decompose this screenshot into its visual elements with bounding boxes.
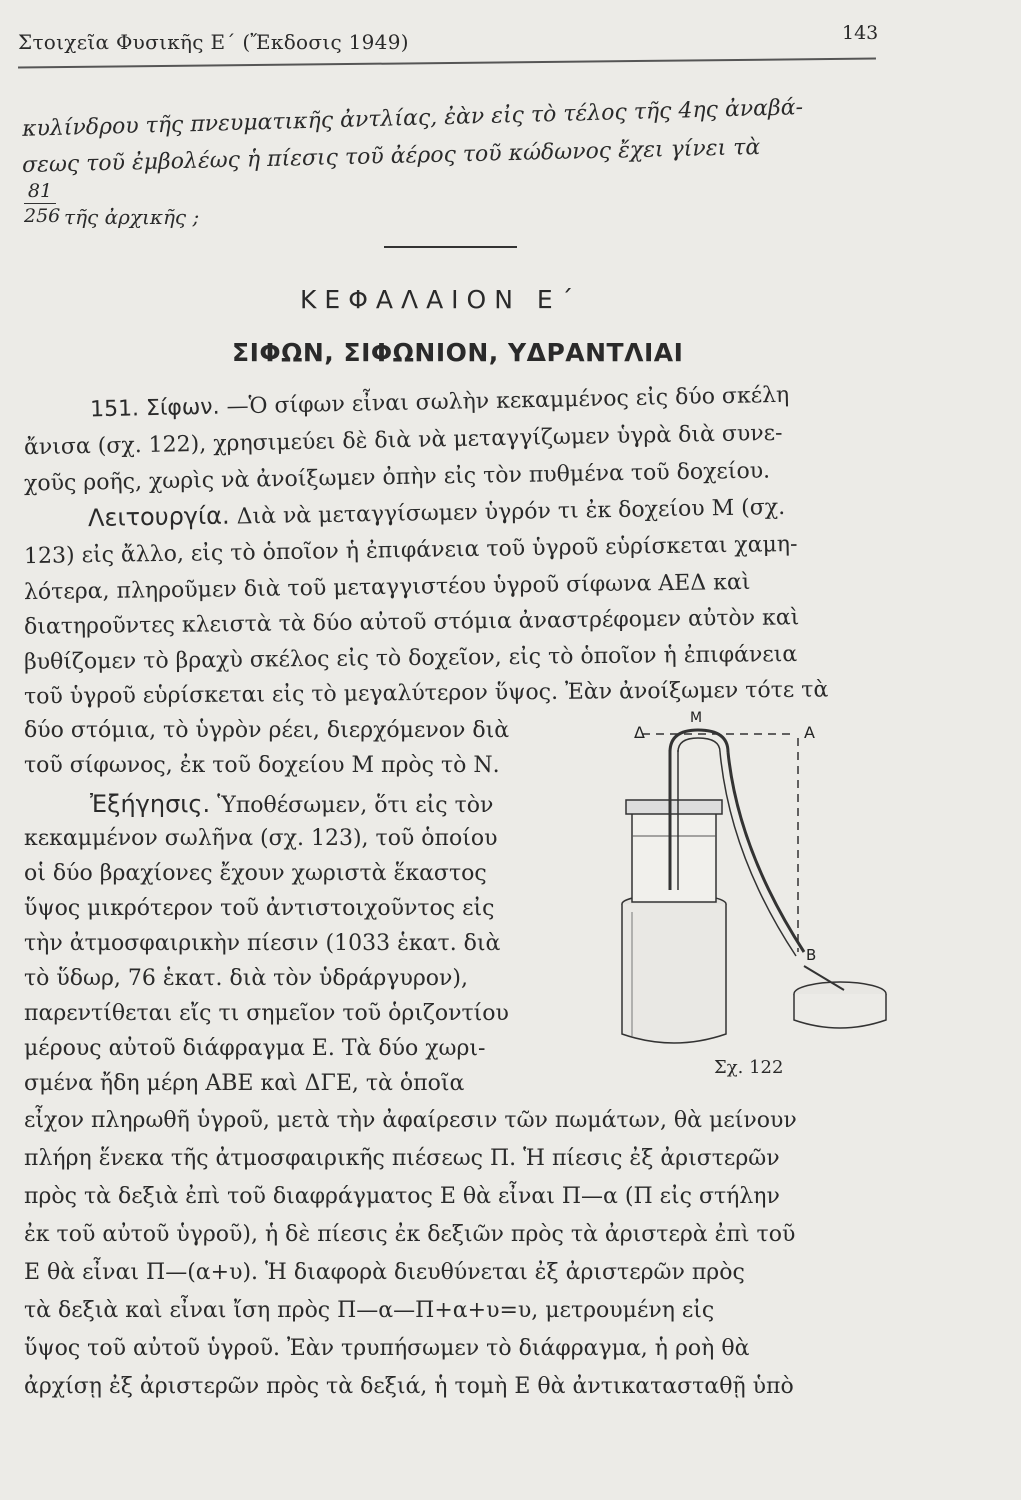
explanation-line-4: ὕψος μικρότερον τοῦ ἀντιστοιχοῦντος εἰς xyxy=(24,896,495,921)
section-151-text: —Ὁ σίφων εἶναι σωλὴν κεκαμμένος εἰς δύο σκέλη xyxy=(226,382,790,420)
explanation-line-7: παρεντίθεται εἴς τι σημεῖον τοῦ ὁριζοντίου xyxy=(24,1001,509,1026)
operation-line-4: διατηροῦντες κλειστὰ τὰ δύο αὐτοῦ στόμια ἀναστρέφομεν αὐτὸν καὶ xyxy=(23,605,800,640)
explanation-label: Ἐξήγησις. xyxy=(90,790,211,818)
operation-label: Λειτουργία. xyxy=(87,501,230,533)
lower-dish-body xyxy=(794,994,886,1028)
explanation-line-10: εἶχον πληρωθῆ ὑγροῦ, μετὰ τὴν ἀφαίρεσιν τῶν πωμάτων, θὰ μείνουν xyxy=(24,1108,797,1133)
pedestal-body xyxy=(622,904,726,1043)
explanation-line-9: σμένα ἤδη μέρη ΑΒΕ καὶ ΔΓΕ, τὰ ὁποῖα xyxy=(24,1071,465,1096)
upper-vessel xyxy=(632,810,716,902)
explanation-line-5: τὴν ἀτμοσφαιρικὴν πίεσιν (1033 ἑκατ. διὰ xyxy=(24,931,501,956)
siphon-figure xyxy=(608,690,890,1090)
explanation-line-13: ἐκ τοῦ αὐτοῦ ὑγροῦ), ἡ δὲ πίεσις ἐκ δεξιῶν πρὸς τὰ ἀριστερὰ ἐπὶ τοῦ xyxy=(24,1222,796,1247)
page-number: 143 xyxy=(842,22,879,44)
explanation-line-11: πλήρη ἕνεκα τῆς ἀτμοσφαιρικῆς πιέσεως Π. Ἡ πίεσις ἐξ ἀριστερῶν xyxy=(24,1146,780,1171)
intro-line-2: σεως τοῦ ἐμβολέως ἡ πίεσις τοῦ ἀέρος τοῦ κώδωνος ἔχει γίνει τὰ xyxy=(21,134,761,179)
operation-line-5: βυθίζομεν τὸ βραχὺ σκέλος εἰς τὸ δοχεῖον, εἰς τὸ ὁποῖον ἡ ἐπιφάνεια xyxy=(23,641,798,676)
intro-line-3: τῆς ἀρχικῆς ; xyxy=(64,205,200,229)
explanation-line-16: ὕψος τοῦ αὐτοῦ ὑγροῦ. Ἐὰν τρυπήσωμεν τὸ διάφραγμα, ἡ ροὴ θὰ xyxy=(24,1336,750,1361)
chapter-heading: ΚΕΦΑΛΑΙΟΝ Ε΄ xyxy=(300,285,582,314)
explanation-text: Ὑποθέσωμεν, ὅτι εἰς τὸν xyxy=(217,793,494,818)
explanation-line-15: τὰ δεξιὰ καὶ εἶναι ἴση πρὸς Π—α—Π+α+υ=υ, μετρουμένη εἰς xyxy=(24,1298,715,1323)
explanation-line-12: πρὸς τὰ δεξιὰ ἐπὶ τοῦ διαφράγματος Ε θὰ εἶναι Π—α (Π εἰς στήλην xyxy=(24,1184,780,1209)
siphon-long-arm xyxy=(728,752,804,952)
operation-text: Διὰ νὰ μεταγγίσωμεν ὑγρόν τι ἐκ δοχείου Μ (σχ. xyxy=(236,494,786,530)
header-rule xyxy=(18,58,876,69)
explanation-line-3: οἱ δύο βραχίονες ἔχουν χωριστὰ ἕκαστος xyxy=(24,861,487,886)
fraction xyxy=(24,180,61,227)
operation-line-6: τοῦ ὑγροῦ εὑρίσκεται εἰς τὸ μεγαλύτερον ὕψος. Ἐὰν ἀνοίξωμεν τότε τὰ xyxy=(23,677,829,710)
siphon-bend-inner xyxy=(678,738,720,752)
explanation-line-17: ἀρχίσῃ ἐξ ἀριστερῶν πρὸς τὰ δεξιά, ἡ τομὴ Ε θὰ ἀντικατασταθῇ ὑπὸ xyxy=(24,1374,794,1399)
label-delta: Δ xyxy=(634,723,645,742)
operation-line-8: τοῦ σίφωνος, ἐκ τοῦ δοχείου Μ πρὸς τὸ Ν. xyxy=(24,753,500,778)
fraction-numerator: 81 xyxy=(24,180,56,204)
explanation-line-1 xyxy=(90,792,493,817)
operation-line-1 xyxy=(88,494,785,531)
section-151-line-1 xyxy=(89,382,790,423)
operation-line-2: 123) εἰς ἄλλο, εἰς τὸ ὁποῖον ἡ ἐπιφάνεια τοῦ ὑγροῦ εὑρίσκεται χαμη- xyxy=(23,531,798,570)
intro-line-1: κυλίνδρου τῆς πνευματικῆς ἀντλίας, ἐὰν εἰς τὸ τέλος τῆς 4ης ἀναβά- xyxy=(21,95,804,142)
operation-line-3: λότερα, πληροῦμεν διὰ τοῦ μεταγγιστέου ὑγροῦ σίφωνα ΑΕΔ καὶ xyxy=(23,569,751,606)
explanation-line-14: Ε θὰ εἶναι Π—(α+υ). Ἡ διαφορὰ διευθύνεται ἐξ ἀριστερῶν πρὸς xyxy=(24,1260,745,1285)
fraction-denominator: 256 xyxy=(24,205,61,227)
section-151-label: 151. Σίφων. xyxy=(89,394,220,423)
explanation-line-6: τὸ ὕδωρ, 76 ἑκατ. διὰ τὸν ὑδράργυρον), xyxy=(24,966,468,991)
label-a: Α xyxy=(804,723,815,742)
figure-caption: Σχ. 122 xyxy=(714,1057,784,1078)
explanation-line-8: μέρους αὐτοῦ διάφραγμα Ε. Τὰ δύο χωρι- xyxy=(24,1036,486,1061)
running-header: Στοιχεῖα Φυσικῆς Ε΄ (Ἔκδοσις 1949) xyxy=(18,30,409,54)
vessel-lid xyxy=(626,800,722,814)
siphon-illustration xyxy=(608,690,890,1090)
label-b: Β xyxy=(806,946,817,964)
section-151-line-2: ἄνισα (σχ. 122), χρησιμεύει δὲ διὰ νὰ μεταγγίζωμεν ὑγρὰ διὰ συνε- xyxy=(23,420,783,461)
explanation-line-2: κεκαμμένον σωλῆνα (σχ. 123), τοῦ ὁποίου xyxy=(24,826,498,851)
label-m: Μ xyxy=(690,710,703,726)
section-151-line-3: χοῦς ροῆς, χωρὶς νὰ ἀνοίξωμεν ὀπὴν εἰς τὸν πυθμένα τοῦ δοχείου. xyxy=(23,458,771,497)
section-separator xyxy=(384,246,517,248)
chapter-title: ΣΙΦΩΝ, ΣΙΦΩΝΙΟΝ, ΥΔΡΑΝΤΛΙΑΙ xyxy=(232,338,684,367)
operation-line-7: δύο στόμια, τὸ ὑγρὸν ρέει, διερχόμενον διὰ xyxy=(24,718,510,743)
